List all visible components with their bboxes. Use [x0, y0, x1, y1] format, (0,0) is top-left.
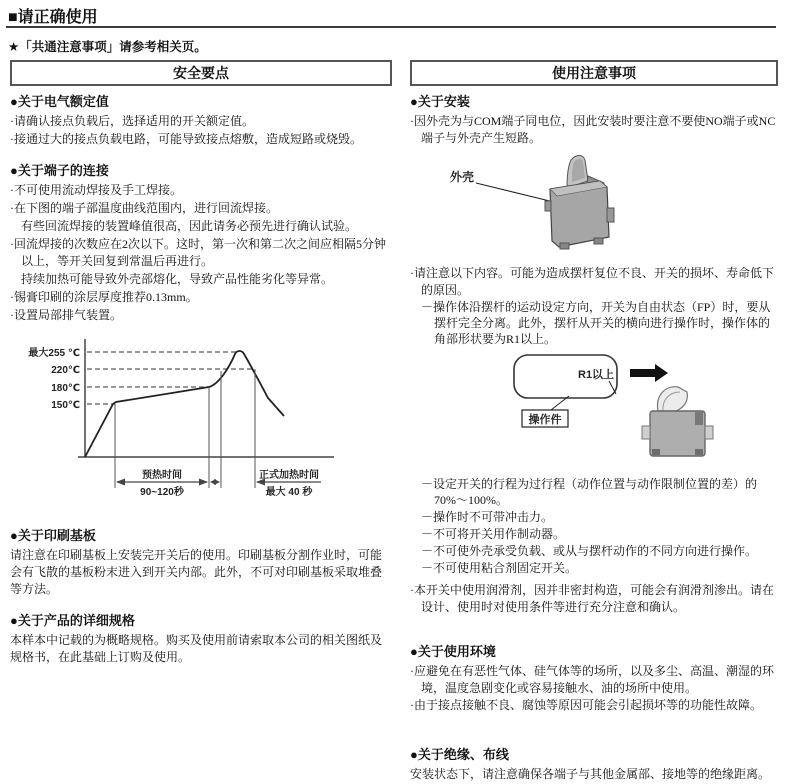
- part-label: 操作件: [528, 414, 562, 426]
- bullet-text: ·不可使用流动焊接及手工焊接。: [10, 183, 182, 197]
- dash-item: －不可使外壳承受负载、或从与摆杆动作的不同方向进行操作。: [421, 544, 758, 558]
- tick-label-150: 150℃: [51, 400, 80, 411]
- bullet-text: ·在下图的端子部温度曲线范围内，进行回流焊接。: [10, 201, 278, 215]
- bullet-text: ·设置局部排气装置。: [10, 308, 122, 322]
- heading-pcb: ●关于印刷基板: [10, 528, 96, 543]
- dash-item: －不可使用粘合剂固定开关。: [421, 561, 578, 575]
- paragraph-text: 本样本中记载的为概略规格。购买及使用前请索取本公司的相关图纸及规格书，在此基础上订购及使用。: [10, 633, 383, 664]
- heading-detailed-spec: ●关于产品的详细规格: [10, 613, 135, 628]
- operator-piece-diagram: [410, 351, 778, 465]
- title-divider: [6, 26, 776, 28]
- bullet-text: ·本开关中使用润滑剂，因并非密封构造，可能会有润滑剂渗出。请在设计、使用时对使用条件等进行充分注意和确认。: [410, 583, 774, 614]
- annotation-preheat-value: 90~120秒: [140, 487, 184, 498]
- heading-insulation-wiring: ●关于绝缘、布线: [410, 746, 509, 762]
- operator-piece-figure: [410, 351, 778, 470]
- safety-box-title: 安全要点: [10, 60, 392, 86]
- switch-3d-icon: [545, 156, 614, 250]
- bullet-text: ·接通过大的接点负载电路，可能导致接点熔敷，造成短路或烧毁。: [10, 132, 362, 146]
- bullet-text: ·请注意以下内容。可能为造成摆杆复位不良、开关的损坏、寿命低下的原因。: [410, 266, 774, 297]
- bullet-continuation: 有些回流焊接的装置峰值很高，因此请务必预先进行确认试验。: [21, 219, 358, 233]
- direction-arrow-icon: [630, 364, 668, 382]
- housing-figure: [410, 152, 778, 261]
- safety-column: [10, 60, 392, 667]
- bullet-text: ·锡膏印刷的涂层厚度推荐0.13mm。: [10, 290, 198, 304]
- switch-housing-illustration: [410, 152, 778, 256]
- tick-label-220: 220℃: [51, 365, 80, 376]
- page-title: ■请正确使用: [8, 9, 98, 26]
- annotation-preheat-label: 预热时间: [142, 470, 182, 481]
- switch-front-icon: [642, 387, 713, 456]
- reflow-temperature-chart: [16, 336, 392, 513]
- tick-label-255: 最大255 ℃: [28, 348, 80, 359]
- heading-installation: ●关于安装: [410, 94, 470, 109]
- bullet-text: ·请确认接点负载后，选择适用的开关额定值。: [10, 114, 254, 128]
- bullet-text: ·因外壳为与COM端子同电位，因此安装时要注意不要使NO端子或NC端子与外壳产生短路。: [410, 114, 776, 145]
- housing-label: 外壳: [450, 170, 475, 184]
- arrowhead-right: [214, 479, 220, 485]
- heading-terminal-connection: ●关于端子的连接: [10, 163, 109, 178]
- bullet-text: ·回流焊接的次数应在2次以下。这时，第一次和第二次之间应相隔5分钟以上，等开关回复到常温后再进行。: [10, 237, 386, 268]
- usage-box-title: 使用注意事项: [410, 60, 778, 86]
- paragraph-text: 安装状态下，请注意确保各端子与其他金属部、接地等的绝缘距离。: [410, 766, 771, 781]
- bullet-text: ·由于接点接触不良、腐蚀等原因可能会引起损坏等的功能性故障。: [410, 698, 762, 712]
- temperature-profile-plot: [16, 336, 361, 508]
- dash-item: －设定开关的行程为过行程（动作位置与动作限制位置的差）的70%～100%。: [421, 477, 758, 507]
- dash-item: －操作时不可带冲击力。: [421, 510, 554, 524]
- arrowhead-right: [199, 479, 208, 486]
- bullet-continuation: 持续加热可能导致外壳部熔化，导致产品性能劣化等异常。: [21, 272, 334, 286]
- arrowhead-left: [116, 479, 125, 486]
- heading-environment: ●关于使用环境: [410, 644, 496, 659]
- annotation-mainheat-label: 正式加热时间: [259, 470, 319, 481]
- dash-item: －操作体沿摆杆的运动设定方向，开关为自由状态（FP）时，要从摆杆完全分离。此外，摆杆从开关的横向进行操作时，操作体的角部形状要为R1以上。: [421, 300, 771, 346]
- r1-label: R1以上: [578, 369, 615, 381]
- bullet-text: ·应避免在有恶性气体、硅气体等的场所，以及多尘、高温、潮湿的环境，温度急剧变化或容易接触水、油的场所中使用。: [410, 664, 774, 695]
- paragraph-text: 请注意在印刷基板上安装完开关后的使用。印刷基板分割作业时，可能会有飞散的基板粉末进入到开关内部。此外，不可对印刷基板采取堆叠等方法。: [10, 548, 383, 596]
- usage-column: [410, 60, 778, 784]
- dash-item: －不可将开关用作制动器。: [421, 527, 566, 541]
- heading-electrical-rating: ●关于电气额定值: [10, 94, 109, 109]
- annotation-mainheat-value: 最大 40 秒: [265, 487, 313, 498]
- tick-label-180: 180℃: [51, 383, 80, 394]
- reference-note: ★「共通注意事项」请参考相关页。: [8, 40, 207, 54]
